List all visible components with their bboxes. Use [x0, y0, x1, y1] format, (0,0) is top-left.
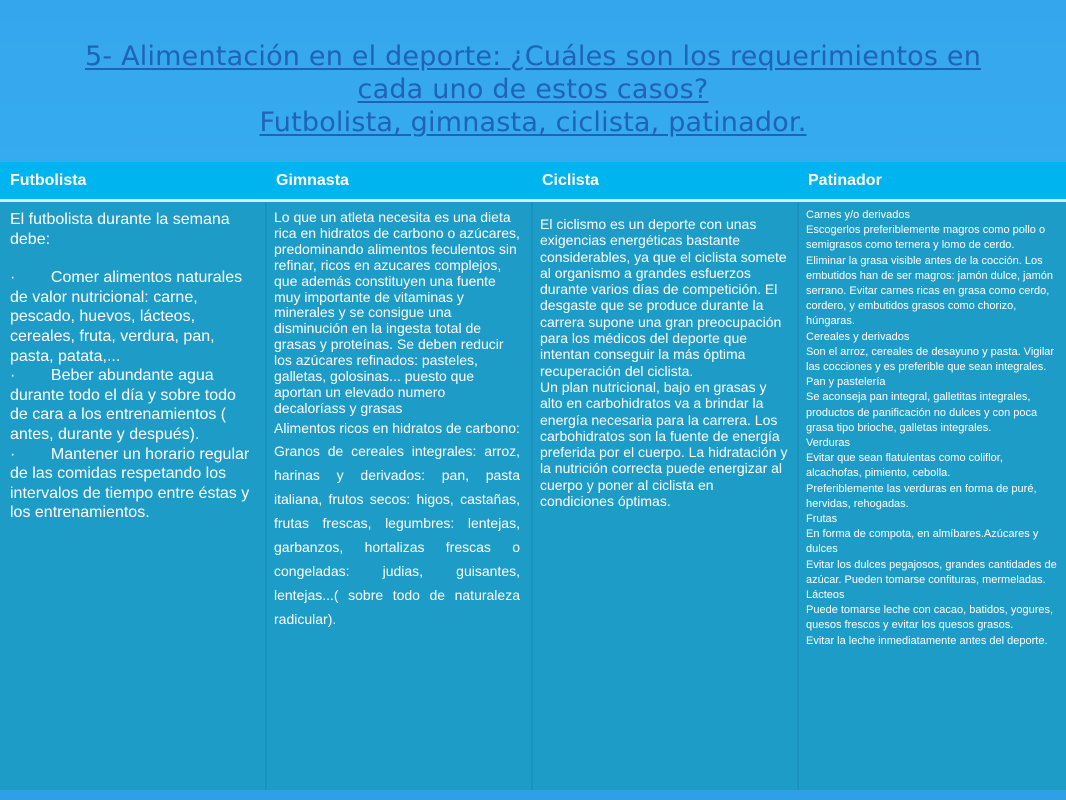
header-ciclista: Ciclista: [532, 162, 798, 202]
column-divider: [265, 202, 267, 790]
patinador-line: Lácteos: [806, 589, 845, 602]
column-divider: [797, 202, 799, 790]
patinador-line: Evitar que sean flatulentas como coliflor, alcachofas, pimiento, cebolla.: [806, 452, 1003, 480]
patinador-line: Pan y pastelería: [806, 376, 886, 389]
patinador-line: Puede tomarse leche con cacao, batidos, yogures, quesos frescos y evitar los quesos grasos.: [806, 604, 1054, 632]
ciclista-para-1: El ciclismo es un deporte con unas exigencias energéticas bastante considerables, ya que el ciclista somete al organismo a grandes esfuerzos durante varios días de competición. El desgaste que se produce durante la carrera supone una gran preocupación para los médicos del deporte que intentan conseguir la más óptima recuperación del ciclista.: [540, 216, 787, 379]
title-line-1: 5- Alimentación en el deporte: ¿Cuáles son los requerimientos en: [84, 41, 982, 72]
patinador-line: Son el arroz, cereales de desayuno y pasta. Vigilar las cocciones y es preferible que sean integrales.: [806, 345, 1055, 374]
gimnasta-para-2: Alimentos ricos en hidratos de carbono:: [274, 419, 520, 436]
cell-ciclista: [532, 202, 798, 790]
gimnasta-para-3: Granos de cereales integrales: arroz, harinas y derivados: pan, pasta italiana, frutos secos: higos, castañas, frutas frescas, legumbres: lentejas, garbanzos, hortalizas frescas o congeladas: judias, guisantes, lentejas...( sobre todo de naturaleza radicular).: [274, 442, 520, 627]
cell-patinador: [798, 202, 1066, 790]
title-line-2: cada uno de estos casos?: [357, 74, 709, 105]
nutrition-table: [0, 162, 1066, 790]
header-patinador: Patinador: [798, 162, 1066, 202]
patinador-line: Frutas: [806, 513, 838, 526]
futbolista-item-2: · Beber abundante agua durante todo el día y sobre todo de cara a los entrenamientos ( antes, durante y después).: [10, 367, 236, 443]
patinador-line: Evitar la leche inmediatamente antes del deporte.: [806, 634, 1048, 647]
patinador-line: Evitar los dulces pegajosos, grandes cantidades de azúcar. Pueden tomarse confituras, mermeladas.: [806, 558, 1057, 586]
patinador-line: Carnes y/o derivados: [806, 209, 910, 221]
futbolista-item-1: · Comer alimentos naturales de valor nutricional: carne, pescado, huevos, lácteos, cereales, fruta, verdura, pan, pasta, patata,...: [10, 269, 243, 365]
cell-futbolista: [0, 202, 266, 790]
patinador-line: En forma de compota, en almíbares.Azúcares y dulces: [806, 528, 1039, 556]
futbolista-intro: El futbolista durante la semana debe:: [10, 211, 230, 248]
patinador-line: Se aconseja pan integral, galletitas integrales, productos de panificación no dulces y con poca grasa tipo brioche, galletas integrales.: [806, 391, 1038, 434]
patinador-line: Escogerlos preferiblemente magros como pollo o semigrasos como ternera y lomo de cerdo.: [806, 224, 1046, 252]
patinador-line: Verduras: [806, 437, 851, 450]
ciclista-para-2: Un plan nutricional, bajo en grasas y alto en carbohidratos va a brindar la energía necesaria para la carrera. Los carbohidratos son la fuente de energía preferida por el cuerpo. La hidratación y la nutrición correcta puede energizar al cuerpo y poner al ciclista en condiciones óptimas.: [540, 378, 788, 510]
gimnasta-para-1: Lo que un atleta necesita es una dieta rica en hidratos de carbono o azúcares, predominando alimentos feculentos sin refinar, ricos en azucares complejos, que además constituyen una fuente muy importante de vitaminas y minerales y se consigue una disminución en la ingesta total de grasas y proteínas. Se deben reducir los azúcares refinados: pasteles, galletas, golosinas... puesto que aportan un elevado numero decaloríass y grasas: [274, 209, 520, 416]
title-line-3: Futbolista, gimnasta, ciclista, patinador.: [259, 107, 807, 138]
header-gimnasta: Gimnasta: [266, 162, 532, 202]
futbolista-item-3: · Mantener un horario regular de las comidas respetando los intervalos de tiempo entre éstas y los entrenamientos.: [10, 445, 250, 522]
column-divider: [531, 202, 533, 790]
bottom-band: [0, 790, 1066, 800]
header-futbolista: Futbolista: [0, 162, 266, 202]
cell-gimnasta: [266, 202, 532, 790]
slide-title: [0, 0, 1066, 162]
patinador-line: Preferiblemente las verduras en forma de puré, hervidas, rehogadas.: [806, 482, 1037, 510]
patinador-line: Eliminar la grasa visible antes de la cocción. Los embutidos han de ser magros: jamón dulce, jamón serrano. Evitar carnes ricas en grasa como cerdo, cordero, y embutidos grasos como chorizo, húngaras.: [806, 254, 1054, 328]
patinador-line: Cereales y derivados: [806, 330, 910, 343]
